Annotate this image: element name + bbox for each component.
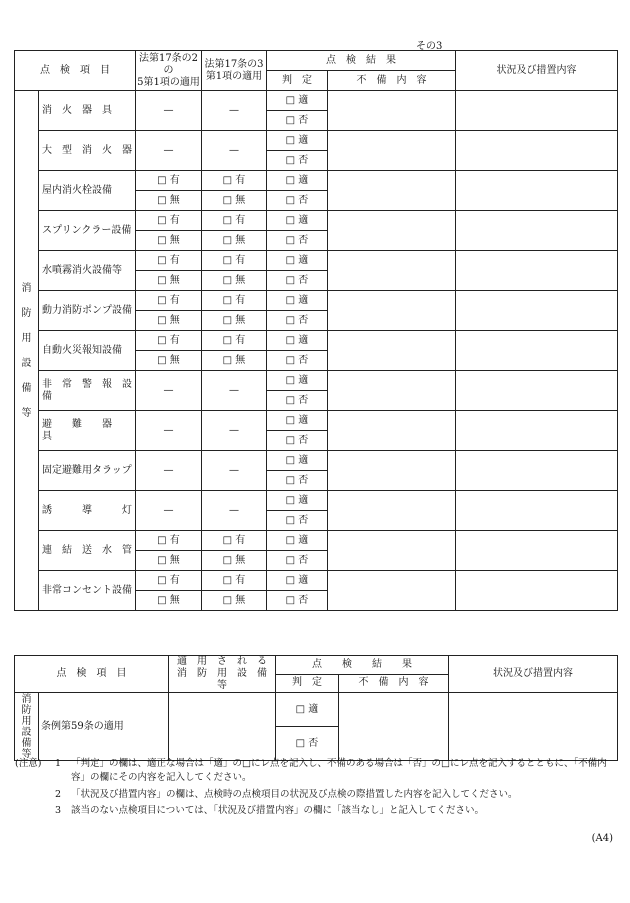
defect-cell[interactable]: [328, 531, 456, 571]
checkbox-yes[interactable]: □ 有: [136, 171, 202, 191]
equipment-name: 避 難 器 具: [39, 411, 136, 451]
t2-status-cell[interactable]: [449, 693, 618, 761]
checkbox-no[interactable]: □ 無: [136, 591, 202, 611]
judge-ng-checkbox[interactable]: □ 否: [267, 591, 328, 611]
status-cell[interactable]: [456, 571, 618, 611]
judge-ok-checkbox[interactable]: □ 適: [267, 291, 328, 311]
equipment-name: 消 火 器 具: [39, 91, 136, 131]
status-cell[interactable]: [456, 291, 618, 331]
note-text: 「判定」の欄は、適正な場合は「適」の□にレ点を記入し、不備のある場合は「否」の□にレ点を記入するとともに、「不備内容」の欄にその内容を記入してください。: [71, 758, 607, 784]
judge-ok-checkbox[interactable]: □ 適: [267, 91, 328, 111]
equipment-name: 大 型 消 火 器: [39, 131, 136, 171]
checkbox-yes[interactable]: □ 有: [202, 571, 267, 591]
judge-ng-checkbox[interactable]: □ 否: [267, 231, 328, 251]
checkbox-yes[interactable]: □ 有: [136, 211, 202, 231]
checkbox-no[interactable]: □ 無: [136, 231, 202, 251]
judge-ok-checkbox[interactable]: □ 適: [267, 131, 328, 151]
t2-judge-ng[interactable]: □ 否: [276, 727, 339, 761]
header-item: 点 検 項 目: [15, 51, 136, 91]
status-cell[interactable]: [456, 251, 618, 291]
page-label: その3: [416, 41, 443, 52]
judge-ok-checkbox[interactable]: □ 適: [267, 491, 328, 511]
paper-size-label: (A4): [591, 833, 613, 844]
checkbox-no[interactable]: □ 無: [202, 591, 267, 611]
defect-cell[interactable]: [328, 171, 456, 211]
checkbox-no[interactable]: □ 無: [202, 551, 267, 571]
checkbox-yes[interactable]: □ 有: [202, 251, 267, 271]
checkbox-yes[interactable]: □ 有: [136, 331, 202, 351]
judge-ok-checkbox[interactable]: □ 適: [267, 371, 328, 391]
t2-defect-cell[interactable]: [339, 693, 449, 761]
header-result: 点 検 結 果: [267, 51, 456, 71]
checkbox-yes[interactable]: □ 有: [202, 531, 267, 551]
checkbox-yes[interactable]: □ 有: [136, 251, 202, 271]
not-applicable-mark: —: [202, 451, 267, 491]
judge-ng-checkbox[interactable]: □ 否: [267, 271, 328, 291]
judge-ng-checkbox[interactable]: □ 否: [267, 311, 328, 331]
not-applicable-mark: —: [136, 91, 202, 131]
judge-ng-checkbox[interactable]: □ 否: [267, 191, 328, 211]
t2-header-status: 状況及び措置内容: [449, 656, 618, 693]
equipment-name: 非常コンセント設備: [39, 571, 136, 611]
defect-cell[interactable]: [328, 251, 456, 291]
t2-header-applied: 適 用 さ れ る 消 防 用 設 備 等: [169, 656, 276, 693]
judge-ok-checkbox[interactable]: □ 適: [267, 171, 328, 191]
checkbox-no[interactable]: □ 無: [136, 191, 202, 211]
equipment-name: 屋内消火栓設備: [39, 171, 136, 211]
note-number: 2: [55, 788, 62, 800]
judge-ok-checkbox[interactable]: □ 適: [267, 251, 328, 271]
checkbox-no[interactable]: □ 無: [202, 351, 267, 371]
defect-cell[interactable]: [328, 91, 456, 131]
checkbox-no[interactable]: □ 無: [136, 311, 202, 331]
defect-cell[interactable]: [328, 211, 456, 251]
notes: [15, 757, 615, 818]
not-applicable-mark: —: [136, 371, 202, 411]
defect-cell[interactable]: [328, 131, 456, 171]
status-cell[interactable]: [456, 171, 618, 211]
t2-header-item: 点 検 項 目: [15, 656, 169, 693]
not-applicable-mark: —: [136, 131, 202, 171]
judge-ok-checkbox[interactable]: □ 適: [267, 411, 328, 431]
not-applicable-mark: —: [202, 91, 267, 131]
status-cell[interactable]: [456, 371, 618, 411]
t2-header-judgment: 判 定: [276, 674, 339, 693]
defect-cell[interactable]: [328, 411, 456, 451]
t2-header-defect: 不 備 内 容: [339, 674, 449, 693]
judge-ok-checkbox[interactable]: □ 適: [267, 531, 328, 551]
inspection-table-main: [14, 50, 618, 611]
header-judgment: 判 定: [267, 71, 328, 91]
checkbox-no[interactable]: □ 無: [202, 271, 267, 291]
checkbox-no[interactable]: □ 無: [136, 551, 202, 571]
header-status: 状況及び措置内容: [456, 51, 618, 91]
judge-ng-checkbox[interactable]: □ 否: [267, 391, 328, 411]
judge-ng-checkbox[interactable]: □ 否: [267, 431, 328, 451]
checkbox-no[interactable]: □ 無: [136, 271, 202, 291]
note-number: 3: [55, 804, 62, 816]
status-cell[interactable]: [456, 451, 618, 491]
status-cell[interactable]: [456, 531, 618, 571]
t2-row-label: 条例第59条の適用: [39, 693, 169, 761]
defect-cell[interactable]: [328, 371, 456, 411]
checkbox-yes[interactable]: □ 有: [136, 571, 202, 591]
judge-ng-checkbox[interactable]: □ 否: [267, 151, 328, 171]
defect-cell[interactable]: [328, 491, 456, 531]
defect-cell[interactable]: [328, 571, 456, 611]
equipment-name: 自動火災報知設備: [39, 331, 136, 371]
status-cell[interactable]: [456, 211, 618, 251]
equipment-name: 連 結 送 水 管: [39, 531, 136, 571]
checkbox-yes[interactable]: □ 有: [202, 171, 267, 191]
t2-header-result: 点 検 結 果: [276, 656, 449, 675]
judge-ng-checkbox[interactable]: □ 否: [267, 471, 328, 491]
checkbox-yes[interactable]: □ 有: [136, 531, 202, 551]
judge-ok-checkbox[interactable]: □ 適: [267, 451, 328, 471]
equipment-name: 非 常 警 報 設 備: [39, 371, 136, 411]
judge-ok-checkbox[interactable]: □ 適: [267, 331, 328, 351]
note-text: 該当のない点検項目については、「状況及び措置内容」の欄に「該当なし」と記入してください。: [71, 804, 485, 816]
not-applicable-mark: —: [202, 411, 267, 451]
judge-ng-checkbox[interactable]: □ 否: [267, 551, 328, 571]
equipment-name: スプリンクラー設備: [39, 211, 136, 251]
t2-judge-ok[interactable]: □ 適: [276, 693, 339, 727]
not-applicable-mark: —: [202, 491, 267, 531]
header-law17-2: 法第17条の2の 5第1項の適用: [136, 51, 202, 91]
equipment-name: 固定避難用タラップ: [39, 451, 136, 491]
defect-cell[interactable]: [328, 331, 456, 371]
checkbox-no[interactable]: □ 無: [136, 351, 202, 371]
checkbox-yes[interactable]: □ 有: [136, 291, 202, 311]
status-cell[interactable]: [456, 331, 618, 371]
status-cell[interactable]: [456, 491, 618, 531]
not-applicable-mark: —: [202, 131, 267, 171]
judge-ng-checkbox[interactable]: □ 否: [267, 351, 328, 371]
defect-cell[interactable]: [328, 291, 456, 331]
status-cell[interactable]: [456, 411, 618, 451]
judge-ng-checkbox[interactable]: □ 否: [267, 111, 328, 131]
header-defect: 不 備 内 容: [328, 71, 456, 91]
not-applicable-mark: —: [136, 491, 202, 531]
checkbox-yes[interactable]: □ 有: [202, 291, 267, 311]
inspection-table-ordinance: [14, 655, 618, 761]
note-number: 1: [55, 758, 62, 769]
note-text: 「状況及び措置内容」の欄は、点検時の点検項目の状況及び点検の際措置した内容を記入してください。: [71, 788, 518, 800]
checkbox-no[interactable]: □ 無: [202, 231, 267, 251]
checkbox-no[interactable]: □ 無: [202, 191, 267, 211]
t2-category: 消 防 用 設 備 等: [15, 693, 39, 761]
status-cell[interactable]: [456, 131, 618, 171]
judge-ok-checkbox[interactable]: □ 適: [267, 571, 328, 591]
not-applicable-mark: —: [136, 451, 202, 491]
equipment-name: 水噴霧消火設備等: [39, 251, 136, 291]
checkbox-no[interactable]: □ 無: [202, 311, 267, 331]
defect-cell[interactable]: [328, 451, 456, 491]
category-label: 消 防 用 設 備 等: [15, 91, 39, 611]
equipment-name: 動力消防ポンプ設備: [39, 291, 136, 331]
not-applicable-mark: —: [136, 411, 202, 451]
judge-ok-checkbox[interactable]: □ 適: [267, 211, 328, 231]
header-law17-3: 法第17条の3 第1項の適用: [202, 51, 267, 91]
notes-label: (注意): [15, 758, 42, 769]
t2-applied-cell[interactable]: [169, 693, 276, 761]
checkbox-yes[interactable]: □ 有: [202, 211, 267, 231]
not-applicable-mark: —: [202, 371, 267, 411]
equipment-name: 誘 導 灯: [39, 491, 136, 531]
judge-ng-checkbox[interactable]: □ 否: [267, 511, 328, 531]
checkbox-yes[interactable]: □ 有: [202, 331, 267, 351]
status-cell[interactable]: [456, 91, 618, 131]
